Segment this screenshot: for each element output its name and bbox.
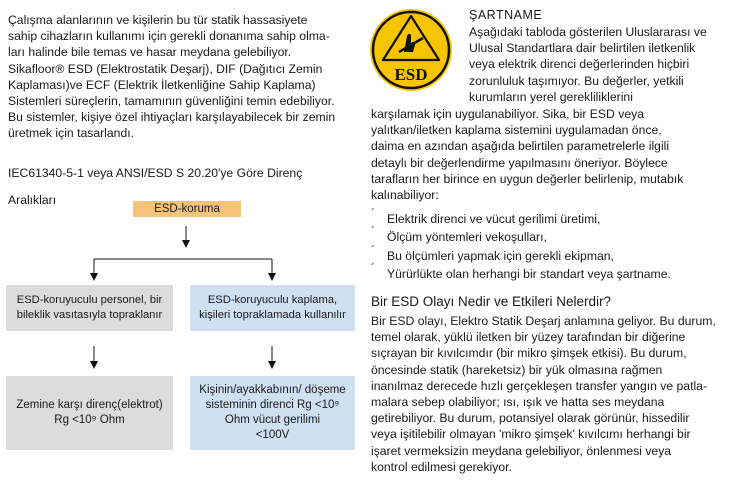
esd-line: kontrol edilmesi gerekiyor. <box>371 459 512 474</box>
bullet-mark: ´ <box>371 242 375 257</box>
flow-label: ESD-koruma <box>154 202 220 215</box>
sartname-line: tarafların her birince en uygun değerler belirlenip, mutabık <box>371 171 684 186</box>
sartname-line: karşılamak için uygulanabiliyor. Sika, bir ESD veya <box>371 107 644 121</box>
flow-line: <100V <box>255 429 290 441</box>
esd-line: işaret vermeksizin meydana gelebiliyor, önlenmesi veya <box>371 443 672 458</box>
intro-line: Sikafloor® ESD (Elektrostatik Deşarj), DIF (Dağıtıcı Zemin <box>8 61 323 76</box>
esd-line: Bir ESD olayı, Elektro Statik Deşarj anlamına geliyor. Bu durum, <box>371 314 716 328</box>
sartname-line: kurumların yerel gerekliliklerini <box>469 89 633 104</box>
sartname-continued <box>371 106 729 203</box>
esd-warning-logo <box>369 8 453 92</box>
sartname-line: veya elektrik direnci değerlerinden hiçbiri <box>469 57 690 72</box>
flow-line: sisteminin direnci Rg <10⁹ <box>205 399 340 411</box>
intro-line: Çalışma alanlarının ve kişilerin bu tür statik hassasiyete <box>8 13 308 27</box>
flow-line: Kişinin/ayakkabının/ döşeme <box>199 384 346 396</box>
esd-line: malara sebep olabiliyor; ısı, ışık ve hatta ses meydana <box>371 395 665 410</box>
flow-line: Ohm vücut gerilimi <box>224 414 321 426</box>
flow-zemin-box <box>6 376 173 450</box>
flow-kisinin-box <box>190 376 355 450</box>
araliklari-label: Aralıkları <box>8 193 57 207</box>
esd-line: sıçrayan bir kıvılcımdır (bir mikro şimşek etkisi). Bu durum, <box>371 346 687 361</box>
esd-line: öncesinde statik (hareketsiz) bir yük olmasına rağmen <box>371 362 663 377</box>
list-item: ´ Bu ölçümleri yapmak için gerekli ekipman, <box>371 242 614 263</box>
esd-line: temel olarak, yüklü iletken bir yüzey tarafından bir diğerine <box>371 330 686 345</box>
flow-line: Zemine karşı direnç(elektrot) <box>16 399 163 411</box>
flow-kaplama-box <box>190 285 355 331</box>
flow-line: ESD-koruyuculu kaplama, <box>207 294 338 306</box>
requirements-list <box>371 206 729 283</box>
intro-line: ları halinde bile temas ve hasar meydana gelebiliyor. <box>8 45 292 60</box>
sartname-line: zorunluluk taşımıyor. Bu değerler, yetkili <box>469 73 684 88</box>
intro-line: Bu sistemler, kişiye özel ihtiyaçları karşılayabilecek bir zemin <box>8 110 336 125</box>
flow-line: Rg <10⁹ Ohm <box>54 414 125 426</box>
sartname-line: kalınabiliyor: <box>371 188 439 203</box>
list-item: ´ Ölçüm yöntemleri vekoşulları, <box>371 224 547 245</box>
flow-line: kişileri topraklamada kullanılır <box>199 309 346 321</box>
intro-line: üretmek için tasarlandı. <box>8 126 134 141</box>
sartname-line: daima en azından aşağıda belirtilen parametrelerle ilgili <box>371 139 670 154</box>
esd-event-paragraph <box>371 313 729 475</box>
sartname-line: detaylı bir değerlendirme yapılmasını öneriyor. Böylece <box>371 155 668 170</box>
esd-logo-text: ESD <box>394 65 428 84</box>
bullet-mark: ´ <box>371 260 375 275</box>
flow-line: ESD-koruyuculu personel, bir <box>16 294 163 306</box>
sartname-title: ŞARTNAME <box>469 8 543 22</box>
intro-line: Sistemleri süreçlerin, tamamının güvenliğini temin edebiliyor. <box>8 94 335 109</box>
intro-line: sahip cihazların kullanımı için gerekli donanıma sahip olma- <box>8 29 330 44</box>
sartname-line: yalıtkan/iletken kaplama sistemini uygulamadan önce, <box>371 123 662 138</box>
flow-esd-koruma <box>133 201 241 217</box>
list-item: ´ Yürürlükte olan herhangi bir standart veya şartname. <box>371 260 671 281</box>
list-item: ´ Elektrik direnci ve vücut gerilimi üretimi, <box>371 206 601 226</box>
sartname-line: Ulusal Standartlara dair belirtilen iletkenlik <box>469 41 696 56</box>
intro-line: Kaplaması)ve ECF (Elektrik İletkenliğine Sahip Kaplama) <box>8 77 316 92</box>
flow-personel-box <box>6 285 173 331</box>
esd-line: getirebiliyor. Bu durum, potansiyel olarak görünür, hissedilir <box>371 411 690 426</box>
bullet-mark: ´ <box>371 206 375 220</box>
bullet-mark: ´ <box>371 224 375 239</box>
sartname-line: Aşağıdaki tabloda gösterilen Uluslararası ve <box>469 25 707 39</box>
esd-event-heading: Bir ESD Olayı Nedir ve Etkileri Nelerdir? <box>371 294 612 309</box>
esd-line: veya işitilebilir olmayan 'mikro şimşek' kıvılcımı herhangi bir <box>371 427 691 442</box>
sartname-paragraph <box>469 24 727 105</box>
esd-line: inanılmaz derecede hızlı gerçekleşen transfer yangın ve patla- <box>371 378 708 393</box>
iec-heading: IEC61340-5-1 veya ANSI/ESD S 20.20'ye Göre Direnç <box>8 166 303 180</box>
flow-line: bileklik vasıtasıyla topraklanır <box>16 309 163 321</box>
